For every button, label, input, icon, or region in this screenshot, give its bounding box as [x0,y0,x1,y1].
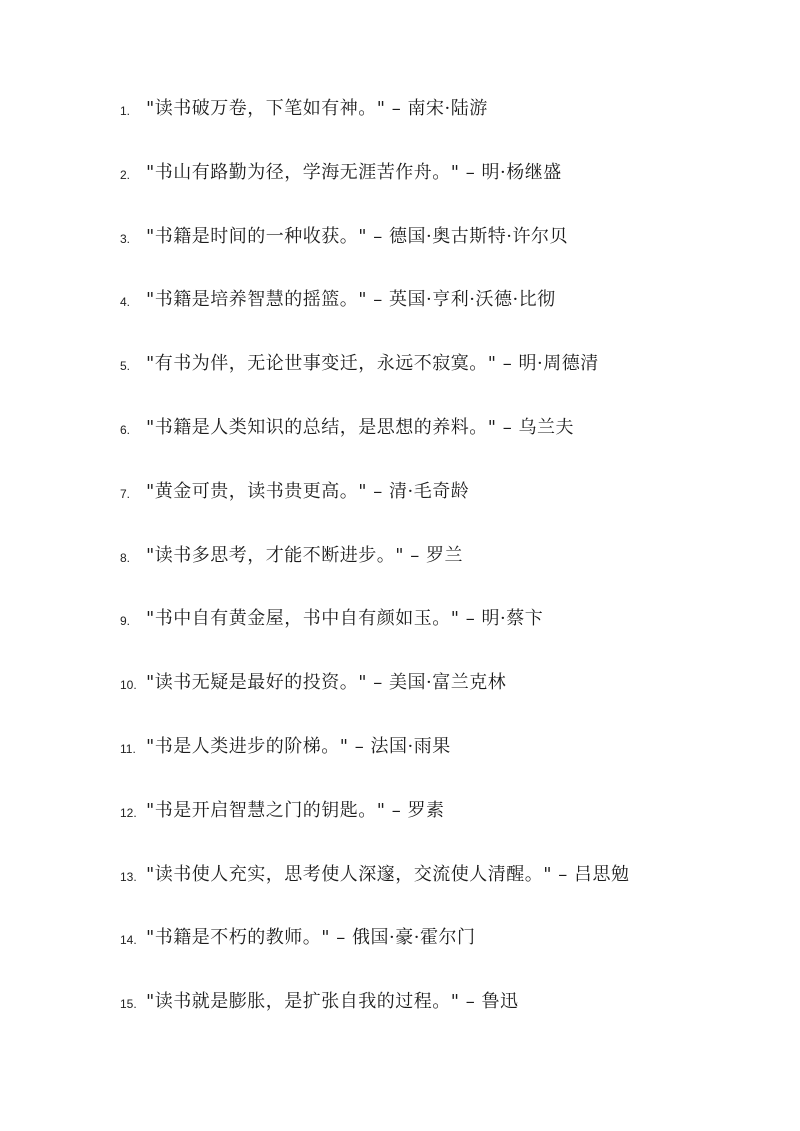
quote-text: "读书破万卷，下笔如有神。" – 南宋·陆游 [146,98,488,119]
quote-text: "书籍是不朽的教师。" – 俄国·豪·霍尔门 [146,927,476,949]
quote-text: "书籍是时间的一种收获。" – 德国·奥古斯特·许尔贝 [146,225,568,247]
quote-number: 6. [120,422,131,437]
quote-text: "书山有路勤为径，学海无涯苦作舟。" – 明·杨继盛 [146,161,562,183]
quote-item [120,539,780,603]
quote-number: 4. [120,295,131,310]
quote-text: "书籍是培养智慧的摇篮。" – 英国·亨利·沃德·比彻 [146,289,556,311]
quote-item [120,347,780,411]
quote-item [120,92,780,156]
quote-number: 9. [120,614,131,629]
quote-item [120,858,780,922]
quote-number: 5. [120,359,131,374]
quote-number: 7. [120,486,131,501]
quote-item [120,985,780,1049]
quote-text: "读书无疑是最好的投资。" – 美国·富兰克林 [146,672,507,694]
quote-number: 11. [120,741,136,756]
quote-item [120,666,780,730]
quote-item [120,602,780,666]
quote-item [120,730,780,794]
quote-list [120,92,780,1049]
quote-number: 12. [120,805,137,820]
quote-item [120,475,780,539]
quote-text: "书是开启智慧之门的钥匙。" – 罗素 [146,799,445,821]
quote-item [120,921,780,985]
quote-number: 15. [120,997,137,1012]
quote-text: "黄金可贵，读书贵更高。" – 清·毛奇龄 [146,480,470,502]
quote-text: "读书使人充实，思考使人深邃，交流使人清醒。" – 吕思勉 [146,863,630,885]
quote-text: "书中自有黄金屋，书中自有颜如玉。" – 明·蔡卞 [146,608,544,630]
quote-text: "书籍是人类知识的总结，是思想的养料。" – 乌兰夫 [146,416,574,438]
quote-item [120,156,780,220]
quote-number: 14. [120,933,137,948]
quote-text: "有书为伴，无论世事变迁，永远不寂寞。" – 明·周德清 [146,353,599,375]
quote-item [120,794,780,858]
quote-number: 1. [120,104,131,118]
quote-number: 8. [120,550,131,565]
quote-number: 10. [120,678,137,693]
quote-item [120,283,780,347]
quote-text: "书是人类进步的阶梯。" – 法国·雨果 [146,735,451,757]
quote-text: "读书就是膨胀，是扩张自我的过程。" – 鲁迅 [146,991,519,1013]
quote-item [120,411,780,475]
quote-number: 13. [120,869,137,884]
quote-item [120,220,780,284]
quote-text: "读书多思考，才能不断进步。" – 罗兰 [146,544,464,566]
quote-number: 2. [120,167,131,182]
quote-number: 3. [120,231,131,246]
